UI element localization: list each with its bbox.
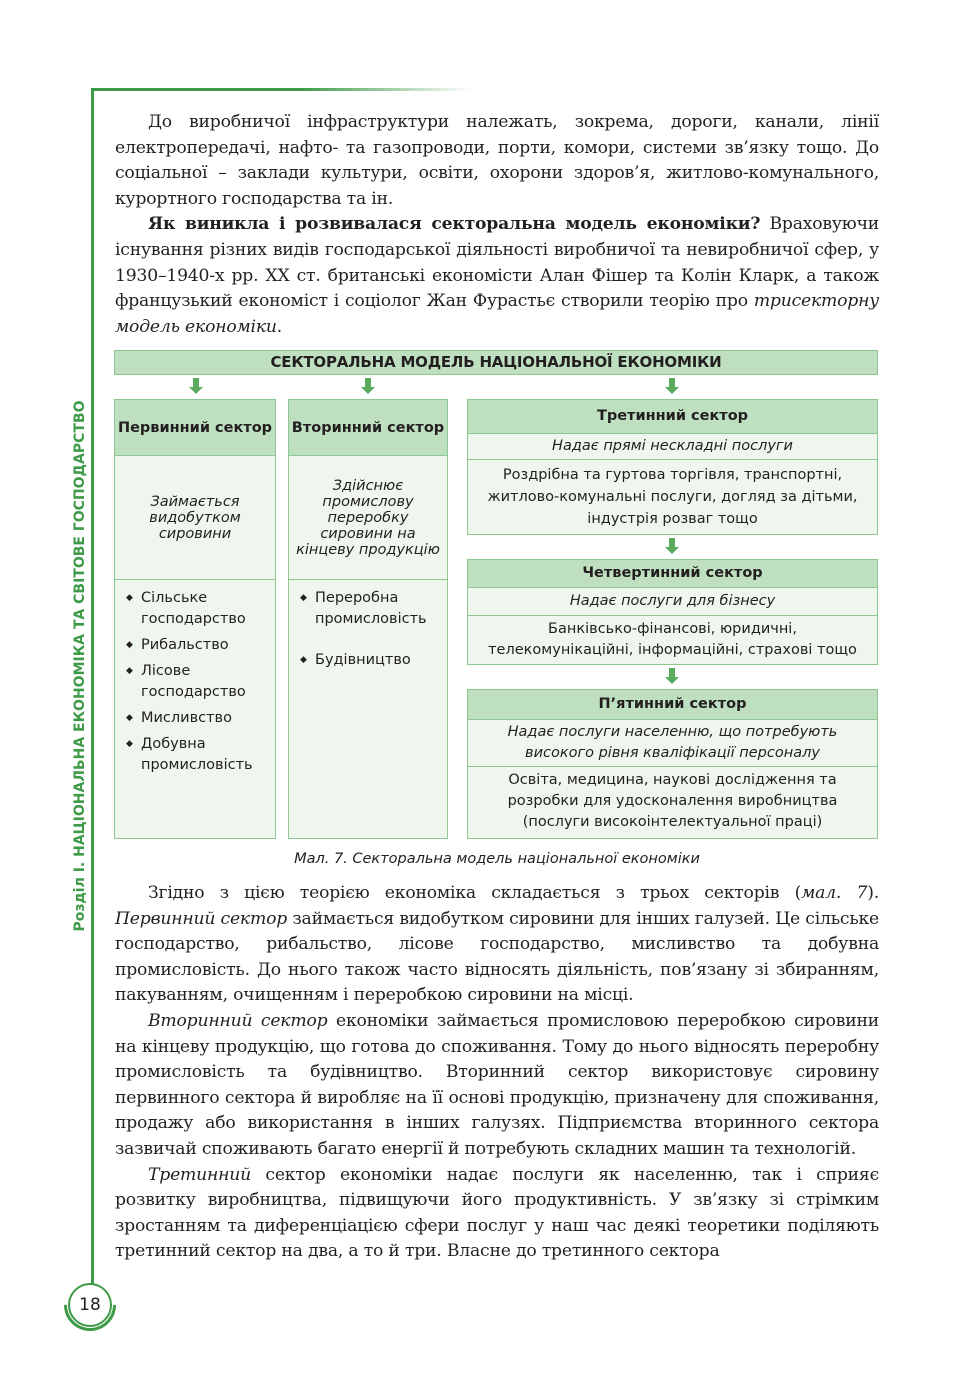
diagram-title: СЕКТОРАЛЬНА МОДЕЛЬ НАЦІОНАЛЬНОЇ ЕКОНОМІКИ [114,350,878,375]
body-paragraph-3 [115,1163,879,1265]
body-paragraph-2 [115,1009,879,1163]
body-paragraph-1-text: Згідно з цією теорією економіка складається з трьох секторів ( [148,883,802,903]
intro-paragraph-2-end: . [276,316,283,337]
secondary-sector-desc: Здійснює промислову переробку сировини на кінцеву продукцію [289,456,447,580]
three-sector-model-term: трисекторну модель економіки [115,291,879,337]
intro-paragraph-2 [115,212,879,340]
primary-sector-list [115,580,275,776]
list-item: ◆ Лісове господарство [141,661,267,703]
page-number: 18 [68,1283,112,1327]
quaternary-sector-box [467,559,878,665]
sector-model-diagram [114,350,878,840]
tertiary-sector-title: Третинний сектор [468,400,877,434]
tertiary-sector-box [467,399,878,535]
top-accent-line [91,88,471,91]
secondary-sector-column [288,399,448,839]
body-text [115,881,879,1265]
section-title-vertical: Розділ І. НАЦІОНАЛЬНА ЕКОНОМІКА ТА СВІТОВЕ ГОСПОДАРСТВО [72,392,88,939]
list-item: ◆ Сільське господарство [141,588,267,630]
secondary-sector-list [289,580,447,671]
tertiary-sector-term: Третинний [148,1164,251,1185]
primary-sector-column [114,399,276,839]
quinary-sector-desc: Надає послуги населенню, що потребують високого рівня кваліфікації персоналу [468,720,877,767]
tertiary-sector-desc: Надає прямі нескладні послуги [468,434,877,460]
list-item: ◆ Рибальство [141,635,267,656]
list-item: ◆ Будівництво [315,650,439,671]
figure-reference: мал. 7 [801,883,868,903]
primary-sector-desc: Займається видобутком сировини [115,456,275,580]
quaternary-sector-title: Четвертинний сектор [468,560,877,588]
list-item: ◆ Мисливство [141,708,267,729]
intro-paragraph-1: До виробничої інфраструктури належать, зокрема, дороги, канали, лінії електропередачі, нафто- та газопроводи, порти, комори, системи зв’язку тощо. До соціальної – заклади культури, освіти, охорони здоров’я, житлово-комунального, курортного господарства та ін. [115,112,879,209]
body-paragraph-1 [115,881,879,1009]
body-paragraph-1-text: ). [867,883,879,903]
side-accent-line [91,88,94,1288]
quinary-sector-body: Освіта, медицина, наукові дослідження та розробки для удосконалення виробництва (послуги високоінтелектуальної праці) [507,772,838,830]
figure-caption: Мал. 7. Секторальна модель національної економіки [294,851,700,867]
body-paragraph-2-text: економіки займається промисловою переробкою сировини на кінцеву продукцію, що готова до споживання. Тому до нього відносять переробну промисловість та будівництво. Вторинний сектор використовує сировину первинного сектора й виробляє на її основі продукцію, призначену для споживання, продажу або використання в інших галузях. Підприємства вторинного сектора зазвичай споживають багато енергії й потребують складних машин та технологій. [115,1010,879,1159]
body-paragraph-3-text: сектор економіки надає послуги як населенню, так і сприяє розвитку виробництва, підвищуючи його продуктивність. У зв’язку зі стрімким зростанням та диференціацією сфери послуг у наш час деякі теоретики поділяють третинний сектор на два, а то й три. Власне до третинного сектора [115,1164,879,1262]
quinary-sector-title: П’ятинний сектор [468,690,877,720]
body-paragraph-1-text: займається видобутком сировини для інших галузей. Це сільське господарство, рибальство, лісове господарство, мисливство та добувна промисловість. До нього також часто відносять діяльність, пов’язану зі збиранням, пакуванням, очищенням і переробкою сировини на місці. [115,908,879,1006]
primary-sector-term: Первинний сектор [115,908,288,929]
secondary-sector-title: Вторинний сектор [289,400,447,456]
intro-paragraph-2-text: Враховуючи існування різних видів господарської діяльності виробничої та невиробничої сфер, у 1930–1940-х рр. XX ст. британські економісти Алан Фішер та Колін Кларк, а також французький економіст і соціолог Жан Фурастьє створили теорію про [115,214,879,312]
tertiary-sector-body: Роздрібна та гуртова торгівля, транспортні, житлово-комунальні послуги, догляд за дітьми, індустрія розваг тощо [487,467,858,527]
intro-text [115,110,879,340]
list-item: ◆ Переробна промисловість [315,588,439,630]
primary-sector-title: Первинний сектор [115,400,275,456]
quaternary-sector-desc: Надає послуги для бізнесу [468,588,877,616]
list-item: ◆ Добувна промисловість [141,734,267,776]
quinary-sector-box [467,689,878,839]
secondary-sector-term: Вторинний сектор [148,1010,328,1031]
question-heading: Як виникла і розвивалася секторальна модель економіки? [148,214,761,235]
quaternary-sector-body: Банківсько-фінансові, юридичні, телекомунікаційні, інформаційні, страхові тощо [488,621,857,658]
